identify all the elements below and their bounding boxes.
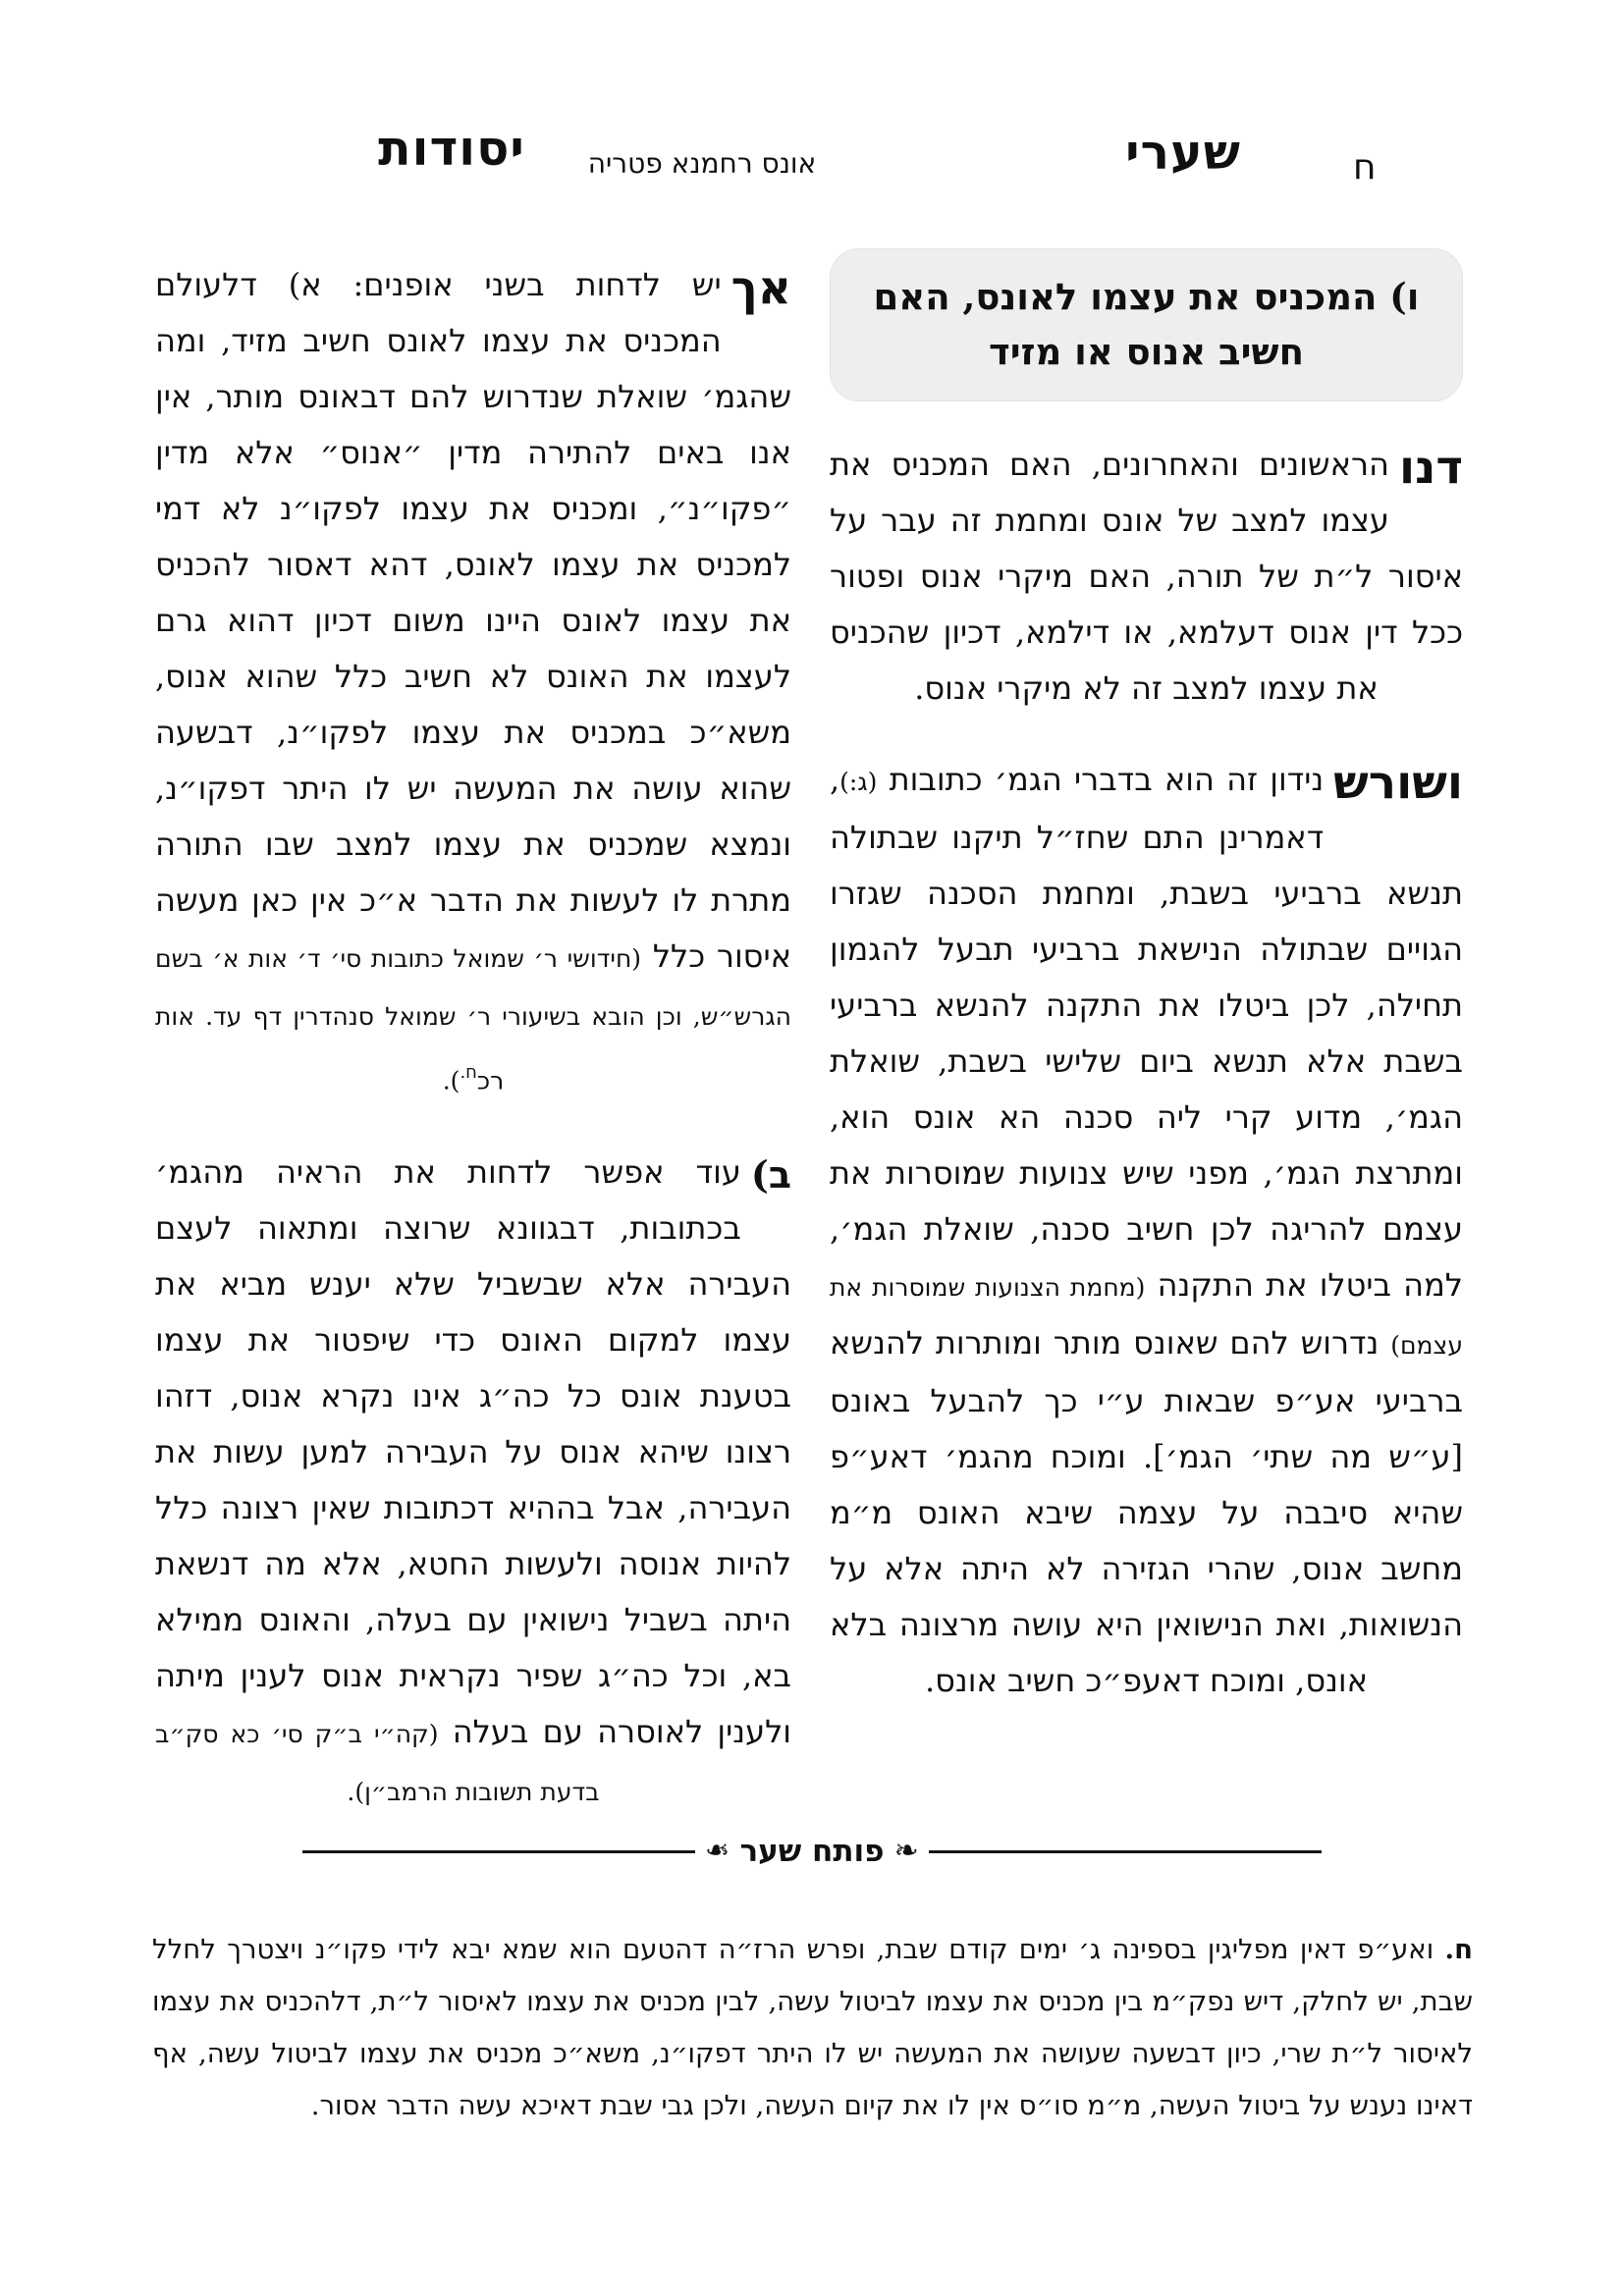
divider-center [695,1834,928,1869]
section-title: אונס רחמנא פטריה [587,147,817,180]
chapter-heading-line2: חשיב אנוס או מזיד [988,330,1304,373]
citation: (מחמת הצנועות שמוסרות את עצמם) [830,1273,1463,1360]
text-run: ואע״פ דאין מפליגין בספינה ג׳ ימים קודם שבת, ופרש הרז״ה דהטעם הוא שמא יבא לידי פקו״נ ויצטרך לחלל שבת, יש לחלק, דיש נפק״מ בין מכניס את עצמו לביטול עשה, לבין מכניס את עצמו לאיסור ל״ת, דלהכניס את עצמו לאיסור ל״ת שרי, כיון דבשעה שעושה את המעשה יש לו היתר דפקו״נ, משא״כ מכניס את עצמו לביטול עשה, אף דאינו נענש על ביטול העשה, מ״מ סו״ס אין לו את קיום העשה, ולכן גבי שבת דאיכא עשה הדבר אסור. [152,1933,1473,2121]
divider-label: פותח שער [739,1834,885,1869]
chapter-heading-box [830,248,1463,401]
page-number: ח [1353,147,1377,187]
paragraph [155,1145,791,1820]
divider-rule [302,1850,695,1853]
left-column [155,257,791,1855]
citation: (ג:) [839,768,878,796]
right-column [830,248,1463,1744]
paragraph [830,437,1463,717]
paragraph [830,752,1463,1709]
footnote-lead: ח. [1444,1933,1473,1965]
text-run: נדרוש להם שאונס מותר ומותרות להנשא ברביעי אע״פ שבאות ע״י כך להבעל באונס [ע״ש מה שתי׳ הגמ׳]. ומוכח מהגמ׳ דאע״פ שהיא סיבבה על עצמה שיבא האונס מ״מ מחשב אנוס, שהרי הגזירה לא היתה אלא על הנשואות, ואת הנישואין היא עושה מרצונה בלא אונס, ומוכח דאעפ״כ חשיב אונס. [830,1324,1463,1699]
divider-rule [929,1850,1322,1853]
text-run: הראשונים והאחרונים, האם המכניס את עצמו למצב של אונס ומחמת זה עבר על איסור ל״ת של תורה, האם מיקרי אנוס ופטור ככל דין אנוס דעלמא, או דילמא, דכיון שהכניס את עצמו למצב זה לא מיקרי אנוס. [830,446,1463,707]
lead-word: ושורש [1333,756,1463,810]
text-run: עוד אפשר לדחות את הראיה מהגמ׳ בכתובות, דבגוונא שרוצה ומתאוה לעצם העבירה אלא שבשביל שלא יענש מביא את עצמו למקום האונס כדי שיפטור את עצמו בטענת אונס כל כה״ג אינו נקרא אנוס, דזהו רצונו שיהא אנוס על העבירה למען עשות את העבירה, אבל בההיא דכתובות שאין רצונה כלל להיות אנוסה ולעשות החטא, אלא מה דנשאת היתה בשביל נישואין עם בעלה, והאונס ממילא בא, וכל כה״ג שפיר נקראית אנוס לענין מיתה ולענין לאוסרה עם בעלה [155,1152,792,1750]
text-run: נידון זה הוא בדברי הגמ׳ כתובות [877,761,1325,798]
lead-word: ב) [750,1151,791,1197]
flourish-icon: ❧ [705,1834,730,1868]
citation: (קה״י ב״ק סי׳ כא סק״ב בדעת תשובות הרמב״ן). [155,1719,600,1806]
chapter-heading-line1: ו) המכניס את עצמו לאונס, האם [873,275,1420,318]
text-run: יש לדחות בשני אופנים: א) דלעולם המכניס את עצמו לאונס חשיב מזיד, ומה שהגמ׳ שואלת שנדרוש להם דבאונס מותר, אין אנו באים להתירה מדין ״אנוס״ אלא מדין ״פקו״נ״, ומכניס את עצמו לפקו״נ לא דמי למכניס את עצמו לאונס, דהא דאסור להכניס את עצמו לאונס היינו משום דכיון דהוא גרם לעצמו את האונס לא חשיב כלל שהוא אנוס, משא״כ במכניס את עצמו לפקו״נ, דבשעה שהוא עושה את המעשה יש לו היתר דפקו״נ, ונמצא שמכניס את עצמו למצב שבו התורה מתרת לו לעשות את הדבר א״כ אין כאן מעשה איסור כלל [155,266,791,975]
paragraph [155,257,791,1109]
part-title: יסודות [378,120,525,177]
text-run: , דאמרינן התם שחז״ל תיקנו שבתולה תנשא ברביעי בשבת, ומחמת הסכנה שגזרו הגויים שבתולה הנישאת ברביעי תבעל להגמון תחילה, לכן ביטלו את התקנה להנשא ברביעי בשבת אלא תנשא ביום שלישי בשבת, שואלת הגמ׳, מדוע קרי ליה סכנה הא אונס הוא, ומתרצת הגמ׳, מפני שיש צנועות שמוסרות את עצמם להריגה לכן חשיב סכנה, שואלת הגמ׳, למה ביטלו את התקנה [830,761,1463,1304]
lead-word: אך [730,261,791,315]
citation: ). [442,1066,460,1095]
flourish-icon: ❧ [893,1834,919,1868]
citation: (חידושי ר׳ שמואל כתובות סי׳ ד׳ אות א׳ בשם הגרש״ש, וכן הובא בשיעורי ר׳ שמואל סנהדרין דף עד. אות רכ [155,944,791,1095]
footnote-ref: ח. [460,1062,477,1083]
footnote [152,1924,1473,2132]
footnote-divider [302,1834,1322,1869]
book-title: שערי [1125,124,1241,181]
lead-word: דנו [1398,441,1463,495]
